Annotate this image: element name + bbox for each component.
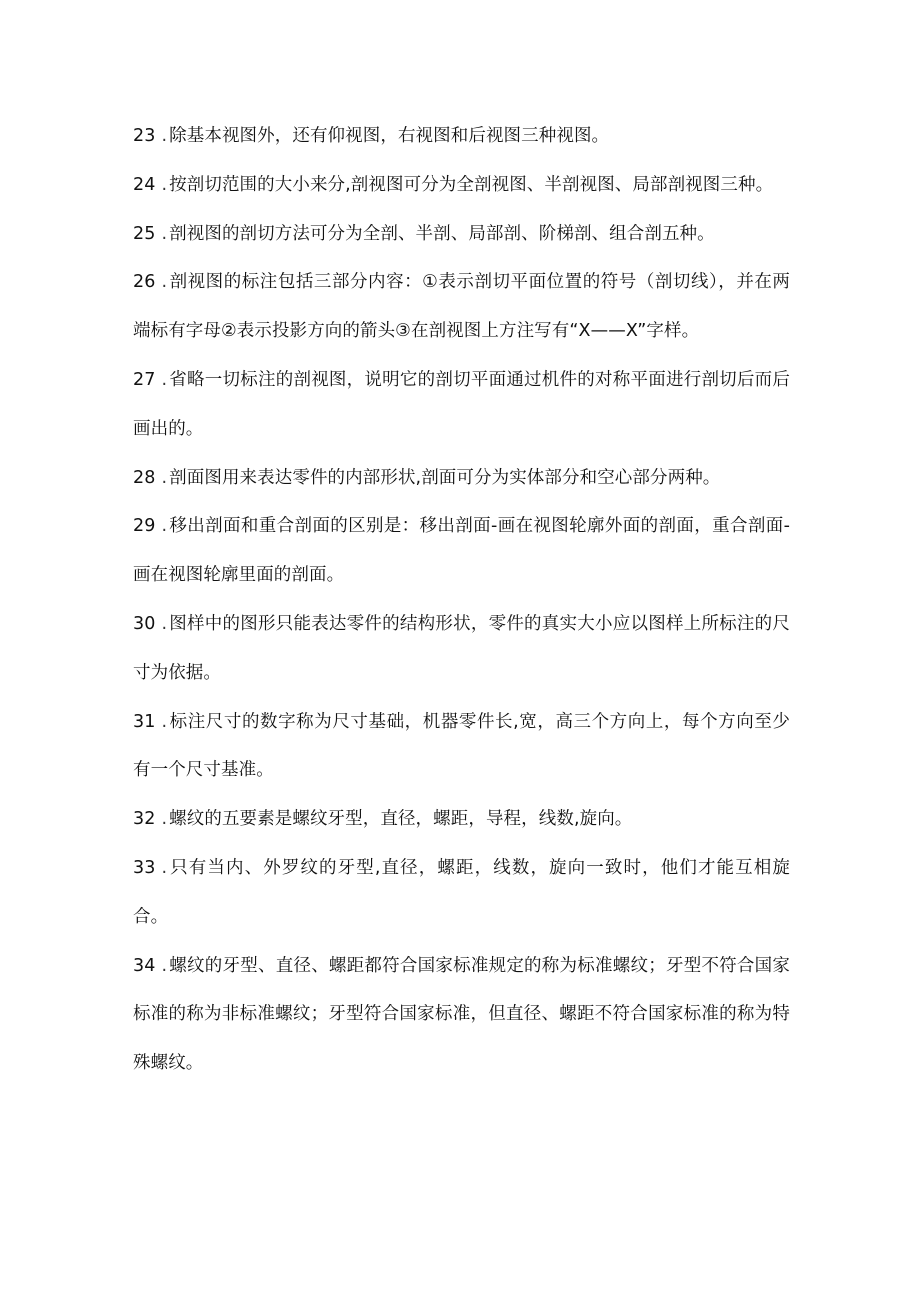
list-item [133,942,790,1088]
question-list [133,112,790,1088]
list-item [133,258,790,356]
item-number: 34 [133,955,156,976]
item-number: 28 [133,467,156,488]
item-text: 省略一切标注的剖视图，说明它的剖切平面通过机件的对称平面进行剖切后而后画出的。 [133,369,790,439]
item-separator: . [161,809,168,830]
list-item [133,600,790,698]
item-separator: . [161,369,168,390]
item-separator: . [161,711,168,732]
item-text: 剖面图用来表达零件的内部形状,剖面可分为实体部分和空心部分两种。 [169,467,721,488]
item-separator: . [161,174,168,195]
item-number: 33 [133,857,156,878]
list-item [133,698,790,796]
list-item [133,844,790,942]
item-text: 标注尺寸的数字称为尺寸基础，机器零件长,宽，高三个方向上，每个方向至少有一个尺寸基准。 [133,711,790,781]
list-item [133,795,790,844]
item-text: 除基本视图外，还有仰视图，右视图和后视图三种视图。 [169,126,610,146]
item-number: 29 [133,516,156,537]
list-item [133,502,790,600]
item-number: 27 [133,369,156,390]
item-text: 图样中的图形只能表达零件的结构形状，零件的真实大小应以图样上所标注的尺寸为依据。 [133,613,790,683]
item-separator: . [161,857,168,878]
item-number: 32 [133,809,156,830]
item-number: 30 [133,613,156,634]
list-item [133,210,790,259]
item-separator: . [161,467,168,488]
item-number: 24 [133,174,156,195]
item-separator: . [161,223,168,244]
item-separator: . [161,126,168,146]
list-item [133,356,790,454]
item-separator: . [161,516,168,537]
item-separator: . [161,955,168,976]
item-separator: . [161,272,168,293]
item-number: 26 [133,272,156,293]
item-text: 移出剖面和重合剖面的区别是：移出剖面-画在视图轮廓外面的剖面，重合剖面-画在视图轮廓里面的剖面。 [133,516,790,586]
item-text: 螺纹的五要素是螺纹牙型，直径，螺距，导程，线数,旋向。 [169,809,633,830]
list-item [133,454,790,503]
item-number: 23 [133,126,156,146]
list-item [133,161,790,210]
item-text: 剖视图的剖切方法可分为全剖、半剖、局部剖、阶梯剖、组合剖五种。 [169,223,715,244]
item-text: 按剖切范围的大小来分,剖视图可分为全剖视图、半剖视图、局部剖视图三种。 [169,174,774,195]
list-item [133,112,790,161]
item-number: 31 [133,711,156,732]
item-text: 剖视图的标注包括三部分内容：①表示剖切平面位置的符号（剖切线），并在两端标有字母②表示投影方向的箭头③在剖视图上方注写有“X——X”字样。 [133,272,790,342]
item-separator: . [161,613,168,634]
item-text: 只有当内、外罗纹的牙型,直径，螺距，线数，旋向一致时，他们才能互相旋合。 [133,857,790,927]
item-number: 25 [133,223,156,244]
item-text: 螺纹的牙型、直径、螺距都符合国家标准规定的称为标准螺纹；牙型不符合国家标准的称为非标准螺纹；牙型符合国家标准，但直径、螺距不符合国家标准的称为特殊螺纹。 [133,955,790,1074]
